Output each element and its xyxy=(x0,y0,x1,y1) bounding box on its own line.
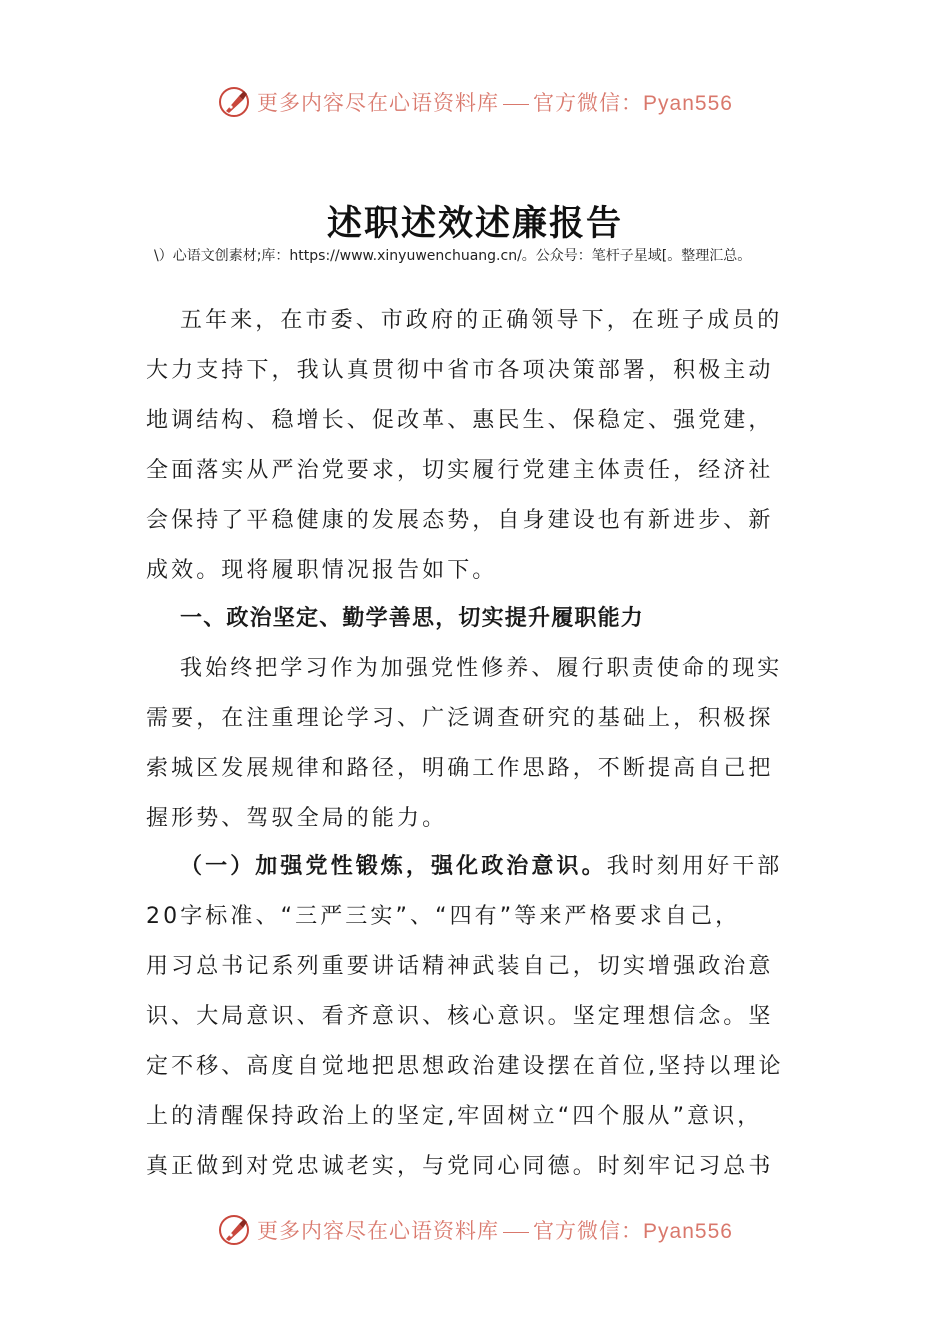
text-line: 全面落实从严治党要求，切实履行党建主体责任，经济社 xyxy=(146,458,774,483)
text-line: 用习总书记系列重要讲话精神武装自己，切实增强政治意 xyxy=(146,954,774,979)
section-heading xyxy=(146,594,806,644)
text-line: 会保持了平稳健康的发展态势，自身建设也有新进步、新 xyxy=(146,508,774,533)
banner-text: 更多内容尽在心语资料库 官方微信：Pyan556 xyxy=(257,91,733,115)
text-line: 索城区发展规律和路径，明确工作思路，不断提高自己把 xyxy=(146,756,774,781)
page-title: 述职述效述廉报告 xyxy=(326,204,623,244)
subsection-paragraph xyxy=(146,842,806,1192)
source-note: \）心语文创素材;库：https://www.xinyuwenchuang.cn/。公众号：笔杆子星域[。整理汇总。 xyxy=(154,248,752,264)
section-heading-text: 一、政治坚定、勤学善思，切实提升履职能力 xyxy=(180,606,645,631)
text-line: （一）加强党性锻炼，强化政治意识。我时刻用好干部 xyxy=(180,854,783,879)
text-line: 地调结构、稳增长、促改革、惠民生、保稳定、强党建， xyxy=(146,408,774,433)
text-line: 识、大局意识、看齐意识、核心意识。坚定理想信念。坚 xyxy=(146,1004,774,1029)
text-line: 上的清醒保持政治上的坚定,牢固树立“四个服从”意识， xyxy=(146,1104,763,1129)
intro-paragraph xyxy=(146,296,806,596)
text-line: 定不移、高度自觉地把思想政治建设摆在首位,坚持以理论 xyxy=(146,1054,784,1079)
text-line: 需要，在注重理论学习、广泛调查研究的基础上，积极探 xyxy=(146,706,774,731)
pen-nib-circle-icon xyxy=(217,85,251,119)
subsection-heading: （一）加强党性锻炼，强化政治意识。 xyxy=(180,854,607,879)
footer-banner xyxy=(0,1210,950,1250)
text-line: 我始终把学习作为加强党性修养、履行职责使命的现实 xyxy=(180,656,783,681)
text-line: 成效。现将履职情况报告如下。 xyxy=(146,558,498,583)
text-line: 五年来，在市委、市政府的正确领导下，在班子成员的 xyxy=(180,308,783,333)
pen-nib-circle-icon xyxy=(217,1213,251,1247)
banner-text: 更多内容尽在心语资料库 官方微信：Pyan556 xyxy=(257,1219,733,1243)
header-banner xyxy=(0,82,950,122)
text-line: 握形势、驾驭全局的能力。 xyxy=(146,806,448,831)
text-line: 大力支持下，我认真贯彻中省市各项决策部署，积极主动 xyxy=(146,358,774,383)
text-line: 真正做到对党忠诚老实，与党同心同德。时刻牢记习总书 xyxy=(146,1154,774,1179)
text-line: 20字标准、“三严三实”、“四有”等来严格要求自己， xyxy=(146,904,741,929)
section-paragraph xyxy=(146,644,806,844)
